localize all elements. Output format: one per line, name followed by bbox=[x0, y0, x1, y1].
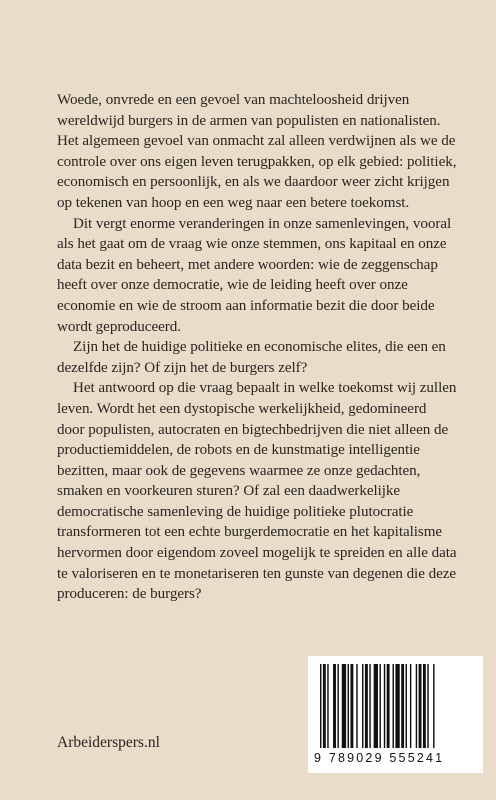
barcode-bar bbox=[365, 664, 368, 748]
isbn-barcode bbox=[308, 656, 483, 773]
barcode-bar bbox=[350, 664, 353, 748]
barcode-bar bbox=[416, 664, 417, 748]
blurb-paragraph: Het antwoord op die vraag bepaalt in welke toekomst wij zullen leven. Wordt het een dystopische werkelijkheid, gedomineerd door populisten, autocraten en bigtechbedrijven die niet alleen de productiemiddelen, de robots en de kunstmatige intelligentie bezitten, maar ook de gegevens waarmee ze onze gedachten, smaken en voorkeuren sturen? Of zal een daadwerkelijke democratische samenleving de huidige politieke plutocratie transformeren tot een echte burgerdemocratie en het kapitalisme hervormen door eigendom zoveel mogelijk te spreiden en alle data te valoriseren en te monetariseren ten gunste van degenen die deze produceren: de burgers? bbox=[57, 380, 457, 603]
barcode-bar bbox=[427, 664, 428, 748]
barcode-bar bbox=[369, 664, 370, 748]
barcode-bars bbox=[308, 656, 483, 751]
blurb-paragraph: Dit vergt enorme veranderingen in onze samenlevingen, vooral als het gaat om de vraag wie onze stemmen, ons kapitaal en onze data bezit en beheert, met andere woorden: wie de zeggenschap heeft over onze democratie, wie de leiding heeft over onze economie en wie de stroom aan informatie bezit die door beide wordt geproduceerd. bbox=[57, 215, 452, 335]
isbn-number: 9 789029 555241 bbox=[314, 751, 445, 765]
barcode-bar bbox=[327, 664, 328, 748]
barcode-bar bbox=[384, 664, 385, 748]
blurb-paragraph: Woede, onvrede en een gevoel van machteloosheid drijven wereldwijd burgers in de armen van populisten en nationalisten. Het algemeen gevoel van onmacht zal alleen verdwijnen als we de controle over ons eigen leven terugpakken, op elk gebied: politiek, economisch en persoonlijk, en als we daardoor weer zicht krijgen op tekenen van hoop en een weg naar een betere toekomst. bbox=[57, 92, 457, 211]
blurb-paragraph: Zijn het de huidige politieke en economische elites, die een en dezelfde zijn? Of zijn het de burgers zelf? bbox=[57, 339, 446, 376]
barcode-bar bbox=[337, 664, 338, 748]
barcode-bar bbox=[342, 664, 346, 748]
blurb-text bbox=[57, 90, 457, 605]
barcode-bar bbox=[333, 664, 336, 748]
barcode-bar bbox=[374, 664, 378, 748]
barcode-bar bbox=[393, 664, 394, 748]
barcode-bar bbox=[410, 664, 411, 748]
barcode-bar bbox=[323, 664, 326, 748]
barcode-bar bbox=[348, 664, 349, 748]
barcode-bar bbox=[395, 664, 399, 748]
barcode-bar bbox=[406, 664, 407, 748]
barcode-bar bbox=[387, 664, 390, 748]
barcode-bar bbox=[419, 664, 422, 748]
barcode-bar bbox=[401, 664, 404, 748]
barcode-bar bbox=[379, 664, 380, 748]
barcode-bar bbox=[362, 664, 363, 748]
barcode-bar bbox=[433, 664, 434, 748]
barcode-bar bbox=[320, 664, 321, 748]
publisher-url: Arbeiderspers.nl bbox=[57, 734, 160, 751]
barcode-bar bbox=[356, 664, 357, 748]
barcode-bar bbox=[423, 664, 426, 748]
